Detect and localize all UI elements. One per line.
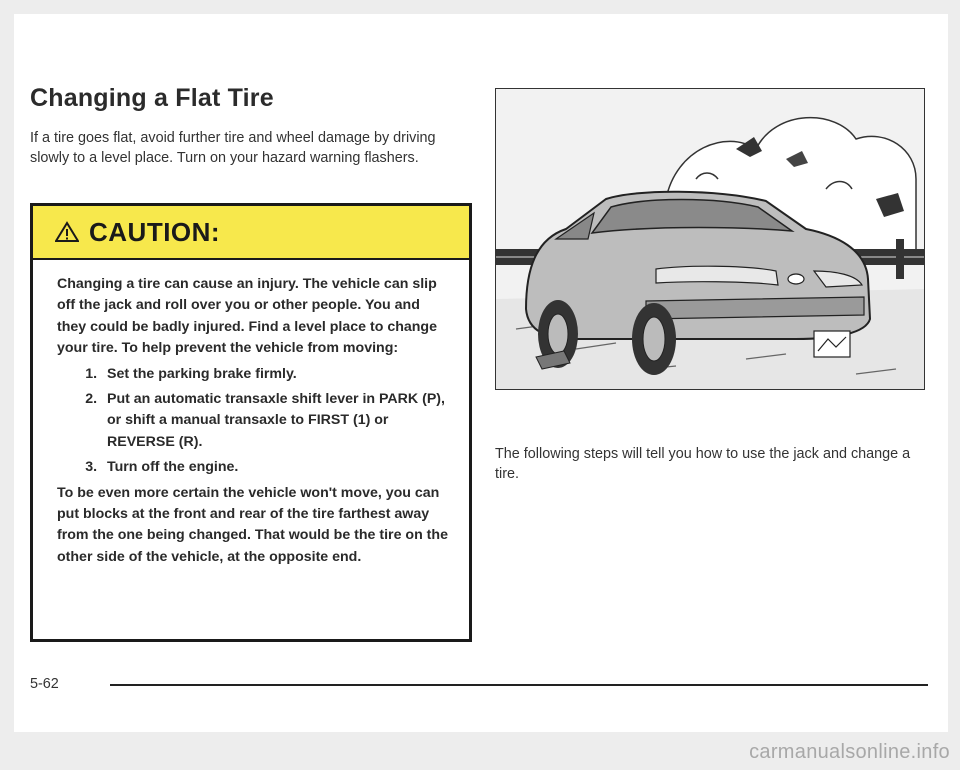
page-number: 5-62 [30,676,59,692]
caution-header [33,206,469,260]
caution-step: 2. Put an automatic transaxle shift lever in PARK (P), or shift a manual transaxle to FIRST (1) or REVERSE (R). [101,389,451,453]
watermark-text: carmanualsonline.info [749,741,950,763]
steps-intro-text: The following steps will tell you how to use the jack and change a tire. [495,446,911,482]
car-illustration [495,88,925,390]
intro-paragraph: If a tire goes flat, avoid further tire and wheel damage by driving slowly to a level place. Turn on your hazard warning flashers. [30,130,436,166]
caution-extra: To be even more certain the vehicle won't move, you can put blocks at the front and rear of the tire farthest away from the one being changed. That would be the tire on the other side of the vehicle, at the opposite end. [57,484,448,565]
warning-triangle-icon [55,221,79,243]
footer-rule [110,684,928,686]
caution-body [33,260,469,568]
caution-box [30,203,472,642]
caution-step: 1. Set the parking brake firmly. [101,364,451,385]
caution-lead: Changing a tire can cause an injury. The vehicle can slip off the jack and roll over you or other people. You and they could be badly injured. Find a level place to change your tire. To help prevent the vehicle from moving: [57,276,437,357]
car-on-roadside-icon [496,89,924,389]
caution-label: CAUTION: [89,216,221,247]
section-title: Changing a Flat Tire [30,84,274,112]
caution-step: 3. Turn off the engine. [101,457,451,478]
caution-steps [57,364,451,479]
